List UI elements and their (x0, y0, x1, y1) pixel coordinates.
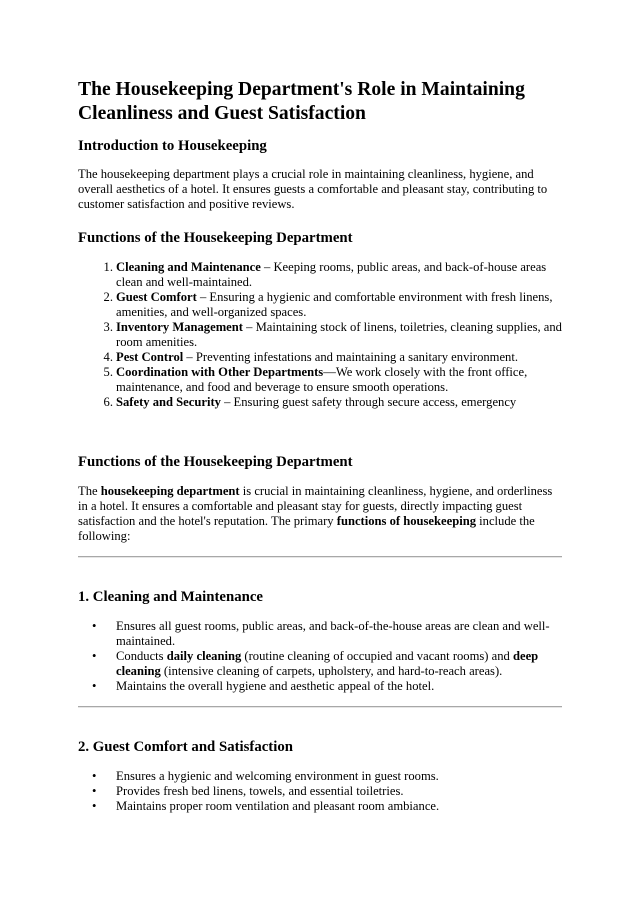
item-term: Guest Comfort (116, 290, 197, 304)
item-text: – Ensuring guest safety through secure access, emergency (220, 395, 517, 409)
bullet-glyph: • (92, 679, 97, 693)
item-text: Maintains proper room ventilation and pleasant room ambiance. (116, 799, 440, 813)
list-item (78, 619, 562, 649)
bullet-glyph: • (92, 769, 97, 783)
list-item (78, 260, 562, 290)
functions-numbered-list (78, 260, 562, 410)
list-item (78, 395, 562, 410)
bullet-glyph: • (92, 649, 97, 663)
list-item (78, 320, 562, 350)
text-run: (routine cleaning of occupied and vacant rooms) and (241, 649, 513, 663)
item-term: Inventory Management (116, 320, 243, 334)
item-text: Maintains the overall hygiene and aesthetic appeal of the hotel. (116, 679, 435, 693)
section-divider (78, 706, 562, 708)
list-item (78, 679, 562, 694)
cleaning-bullet-list (78, 619, 562, 694)
item-text: Ensures all guest rooms, public areas, and back-of-the-house areas are clean and well-maintained. (116, 619, 550, 648)
item-text: Ensures a hygienic and welcoming environment in guest rooms. (116, 769, 439, 783)
intro-heading: Introduction to Housekeeping (78, 138, 267, 154)
item-term: Cleaning and Maintenance (116, 260, 261, 274)
list-item (78, 784, 562, 799)
list-item (78, 649, 562, 679)
comfort-heading: 2. Guest Comfort and Satisfaction (78, 739, 293, 755)
text-run: Conducts (116, 649, 167, 663)
item-text: —We work closely with the front office, maintenance, and food and beverage to ensure smooth operations. (116, 365, 528, 394)
list-item (78, 365, 562, 395)
list-number: 6. (103, 395, 113, 409)
list-item (78, 290, 562, 320)
item-term: Safety and Security (116, 395, 221, 409)
bullet-glyph: • (92, 784, 97, 798)
bold-run: daily cleaning (166, 649, 242, 663)
item-text: – Ensuring a hygienic and comfortable environment with fresh linens, amenities, and well-organized spaces. (116, 290, 553, 319)
functions-intro-heading: Functions of the Housekeeping Department (78, 454, 353, 470)
list-number: 4. (103, 350, 113, 364)
bullet-glyph: • (92, 619, 97, 633)
item-text: Provides fresh bed linens, towels, and essential toiletries. (116, 784, 404, 798)
item-term: Coordination with Other Departments (116, 365, 324, 379)
list-number: 3. (103, 320, 113, 334)
item-text: – Maintaining stock of linens, toiletries, cleaning supplies, and room amenities. (116, 320, 562, 349)
text-run: include the following: (78, 514, 535, 543)
functions-list-heading: Functions of the Housekeeping Department (78, 230, 353, 246)
list-item (78, 350, 562, 365)
text-run: is crucial in maintaining cleanliness, hygiene, and orderliness in a hotel. It ensures a comfortable and pleasant stay for guests, directly impacting guest satisfaction and the hotel's reputation. The primary (78, 484, 553, 528)
item-term: Pest Control (116, 350, 184, 364)
list-item (78, 799, 562, 814)
bold-run: housekeeping department (100, 484, 240, 498)
bold-run: deep cleaning (116, 649, 539, 678)
list-number: 5. (103, 365, 113, 379)
bold-run: functions of housekeeping (336, 514, 477, 528)
text-run: The (78, 484, 101, 498)
bullet-glyph: • (92, 799, 97, 813)
intro-paragraph: The housekeeping department plays a crucial role in maintaining cleanliness, hygiene, and overall aesthetics of a hotel. It ensures guests a comfortable and pleasant stay, contributing to customer satisfaction and positive reviews. (78, 167, 548, 211)
list-item (78, 769, 562, 784)
text-run: (intensive cleaning of carpets, upholstery, and hard-to-reach areas). (160, 664, 503, 678)
item-text: – Keeping rooms, public areas, and back-of-house areas clean and well-maintained. (116, 260, 547, 289)
section-divider (78, 556, 562, 558)
item-text: – Preventing infestations and maintaining a sanitary environment. (183, 350, 518, 364)
comfort-bullet-list (78, 769, 562, 814)
list-number: 2. (103, 290, 113, 304)
cleaning-heading: 1. Cleaning and Maintenance (78, 589, 263, 605)
functions-intro-paragraph (78, 484, 562, 544)
document-title: The Housekeeping Department's Role in Maintaining Cleanliness and Guest Satisfaction (78, 79, 525, 124)
list-number: 1. (103, 260, 113, 274)
